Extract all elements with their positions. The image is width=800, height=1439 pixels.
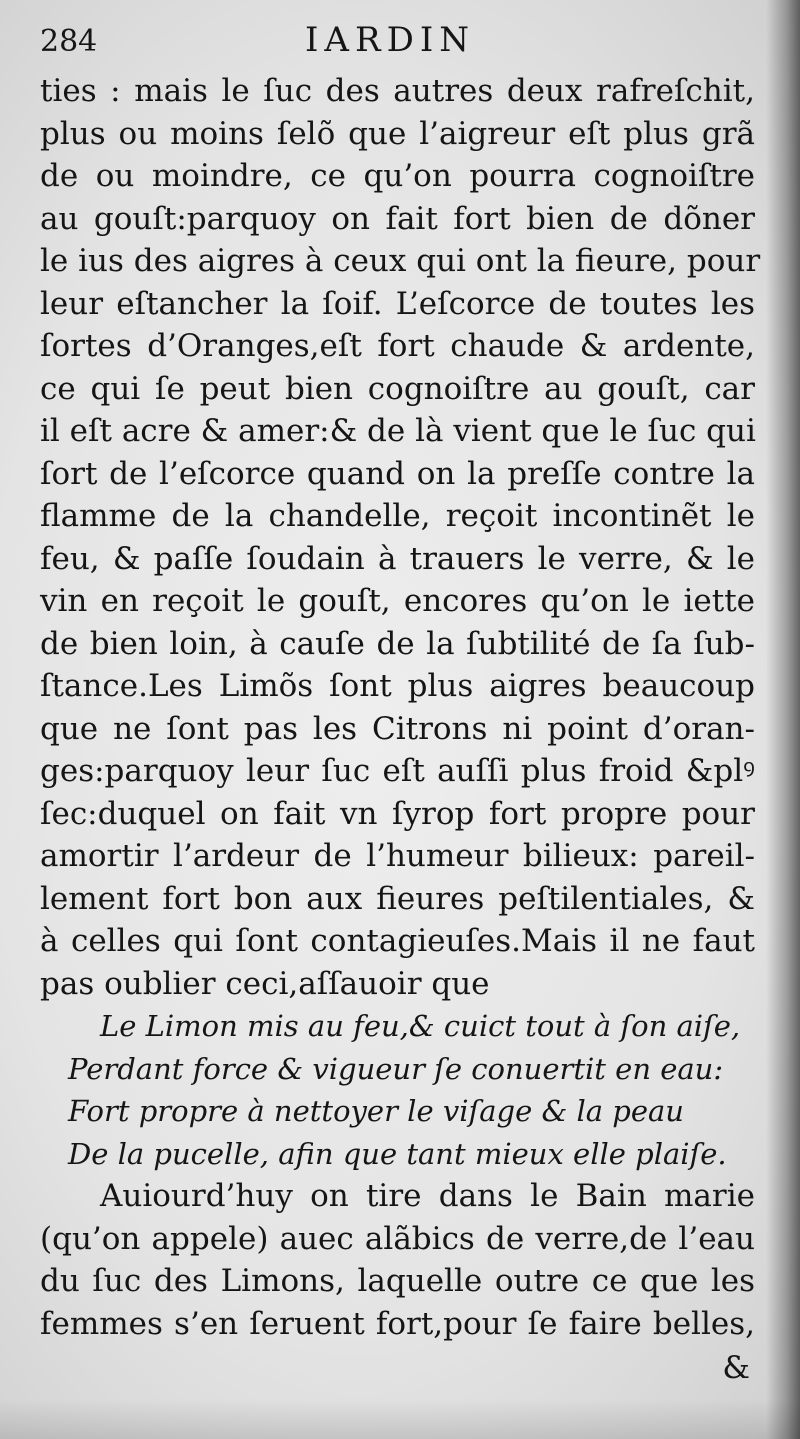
prose-line: que ne ſont pas les Citrons ni point d’oran-: [40, 710, 755, 747]
running-title: IARDIN: [304, 20, 476, 60]
verse-line: Perdant force & vigueur ſe conuertit en eau:: [68, 1051, 724, 1086]
prose-line: plus ou moins ſelõ que l’aigreur eſt plus grã: [40, 115, 755, 152]
prose-line: de bien loin, à cauſe de la ſubtilité de ſa ſub-: [40, 625, 755, 662]
prose-line: feu, & paſſe ſoudain à trauers le verre, & le: [40, 540, 755, 577]
page-body: [40, 70, 761, 1345]
prose-line: de ou moindre, ce qu’on pourra cognoiſtre: [40, 158, 755, 194]
prose-line: ſec:duquel on fait vn ſyrop fort propre pour: [40, 795, 755, 832]
page-number: 284: [40, 24, 98, 59]
prose-line: ges:parquoy leur ſuc eſt auſſi plus froid &plꝰ: [40, 753, 755, 789]
prose-line: ſort de l’eſcorce quand on la preſſe contre la: [40, 455, 755, 492]
closing-line: du ſuc des Limons, laquelle outre ce que les: [40, 1263, 755, 1299]
closing-line: Auiourd’huy on tire dans le Bain marie: [100, 1178, 755, 1214]
bottom-shadow: [0, 1399, 800, 1439]
catchword: &: [722, 1350, 750, 1386]
closing-line: femmes s’en ſeruent fort,pour ſe faire belles,: [40, 1305, 755, 1342]
prose-line: au gouſt:parquoy on fait fort bien de dõner: [40, 200, 755, 237]
prose-line: ſortes d’Oranges,eſt fort chaude & ardente,: [40, 328, 755, 364]
prose-line: lement fort bon aux fieures peſtilentiales, &: [40, 880, 755, 917]
verse-line: De la pucelle, afin que tant mieux elle plaiſe.: [68, 1136, 727, 1171]
prose-line: amortir l’ardeur de l’humeur bilieux: pareil-: [40, 838, 755, 874]
prose-line: ſtance.Les Limõs ſont plus aigres beaucoup: [40, 668, 755, 704]
verse-line: Le Limon mis au feu,& cuict tout à ſon aiſe,: [100, 1009, 741, 1043]
verse-line: Fort propre à nettoyer le viſage & la peau: [68, 1094, 684, 1128]
prose-line: ce qui ſe peut bien cognoiſtre au gouſt, car: [40, 370, 755, 407]
prose-line: le ius des aigres à ceux qui ont la fieure, pour: [40, 243, 761, 279]
prose-line: leur eſtancher la ſoif. L’eſcorce de toutes les: [40, 285, 755, 322]
prose-line: il eſt acre & amer:& de là vient que le ſuc qui: [40, 413, 756, 449]
prose-line: pas oublier ceci,aſſauoir que: [40, 965, 490, 1002]
closing-line: (qu’on appele) auec alãbics de verre,de l’eau: [40, 1220, 755, 1257]
prose-line: à celles qui ſont contagieuſes.Mais il ne faut: [40, 923, 755, 959]
prose-line: vin en reçoit le gouſt, encores qu’on le iette: [40, 583, 755, 619]
prose-line: ties : mais le ſuc des autres deux rafreſchit,: [40, 73, 755, 109]
gutter-shadow: [766, 0, 800, 1439]
page-header: [40, 14, 740, 64]
prose-line: flamme de la chandelle, reçoit incontinẽt le: [40, 498, 755, 534]
